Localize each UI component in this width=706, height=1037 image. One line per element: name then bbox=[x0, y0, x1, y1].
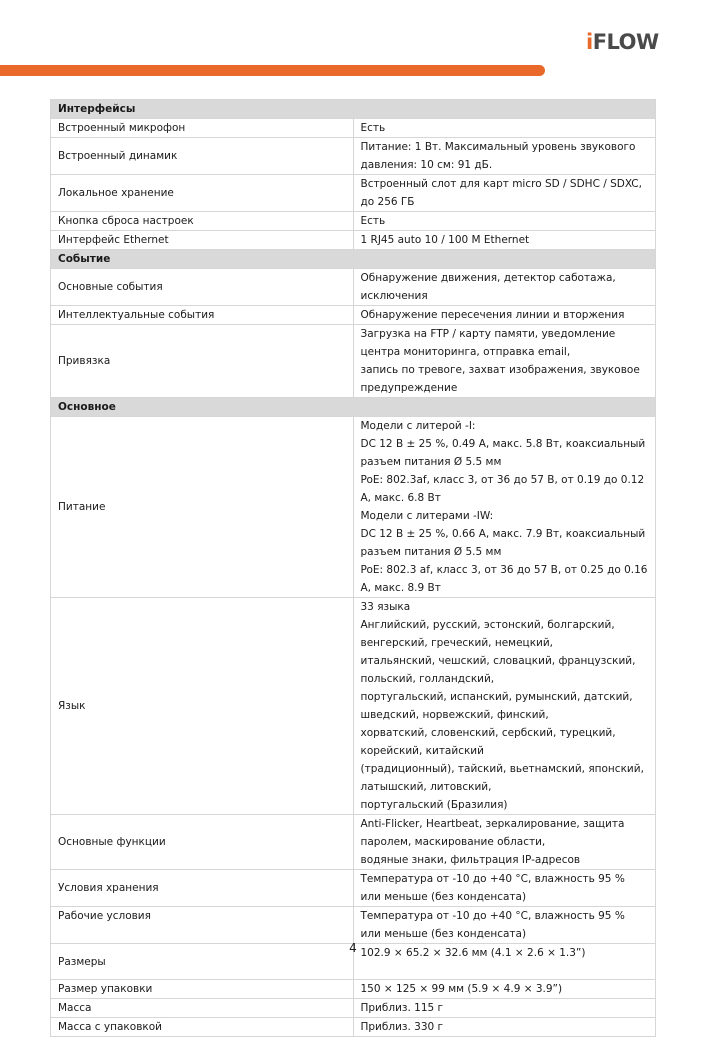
table-row bbox=[51, 870, 656, 907]
row-value: Температура от -10 до +40 °C, влажность 95 % или меньше (без конденсата) bbox=[353, 870, 656, 907]
row-label: Масса bbox=[51, 999, 354, 1018]
row-value bbox=[353, 598, 656, 815]
row-value: Есть bbox=[353, 212, 656, 231]
row-value: Обнаружение пересечения линии и вторжения bbox=[353, 306, 656, 325]
row-value: Приблиз. 330 г bbox=[353, 1018, 656, 1037]
value-line: португальский, испанский, румынский, датский, шведский, норвежский, финский, bbox=[360, 691, 633, 721]
table-row bbox=[51, 119, 656, 138]
value-line: DC 12 В ± 25 %, 0.66 А, макс. 7.9 Вт, коаксиальный разъем питания Ø 5.5 мм bbox=[360, 528, 646, 558]
row-label: Размер упаковки bbox=[51, 980, 354, 999]
row-label: Язык bbox=[51, 598, 354, 815]
table-row bbox=[51, 212, 656, 231]
section-header-row bbox=[51, 100, 656, 119]
page-number: 4 bbox=[349, 941, 357, 955]
value-line: (традиционный), тайский, вьетнамский, японский, латышский, литовский, bbox=[360, 763, 644, 793]
value-line: хорватский, словенский, сербский, турецкий, корейский, китайский bbox=[360, 727, 616, 757]
table-row bbox=[51, 999, 656, 1018]
row-value: Приблиз. 115 г bbox=[353, 999, 656, 1018]
row-label: Условия хранения bbox=[51, 870, 354, 907]
table-row bbox=[51, 907, 656, 944]
value-line: DC 12 В ± 25 %, 0.49 А, макс. 5.8 Вт, коаксиальный разъем питания Ø 5.5 мм bbox=[360, 438, 646, 468]
row-label: Основные функции bbox=[51, 815, 354, 870]
value-line: Модели с литерами -IW: bbox=[360, 510, 494, 522]
row-label: Локальное хранение bbox=[51, 175, 354, 212]
table-row bbox=[51, 980, 656, 999]
value-line: 33 языка bbox=[360, 601, 411, 613]
row-value: Температура от -10 до +40 °C, влажность 95 % или меньше (без конденсата) bbox=[353, 907, 656, 944]
row-label: Интеллектуальные события bbox=[51, 306, 354, 325]
row-label: Питание bbox=[51, 417, 354, 598]
table-row bbox=[51, 306, 656, 325]
value-line: Загрузка на FTP / карту памяти, уведомление центра мониторинга, отправка email, bbox=[360, 328, 616, 358]
row-label: Встроенный динамик bbox=[51, 138, 354, 175]
row-value bbox=[353, 417, 656, 598]
value-line: португальский (Бразилия) bbox=[360, 799, 508, 811]
row-value: 1 RJ45 auto 10 / 100 M Ethernet bbox=[353, 231, 656, 250]
value-line: итальянский, чешский, словацкий, французский, польский, голландский, bbox=[360, 655, 636, 685]
section-header-row bbox=[51, 250, 656, 269]
row-value: 102.9 × 65.2 × 32.6 мм (4.1 × 2.6 × 1.3”) bbox=[353, 944, 656, 980]
logo-text bbox=[586, 31, 659, 53]
table-row bbox=[51, 175, 656, 212]
row-value: Питание: 1 Вт. Максимальный уровень звукового давления: 10 см: 91 дБ. bbox=[353, 138, 656, 175]
table-row bbox=[51, 417, 656, 598]
row-label: Масса с упаковкой bbox=[51, 1018, 354, 1037]
row-label: Размеры bbox=[51, 944, 354, 980]
row-label: Кнопка сброса настроек bbox=[51, 212, 354, 231]
logo-flow-text: FLOW bbox=[592, 30, 659, 54]
row-label: Интерфейс Ethernet bbox=[51, 231, 354, 250]
table-row bbox=[51, 598, 656, 815]
table-row bbox=[51, 138, 656, 175]
value-line: Anti-Flicker, Heartbeat, зеркалирование, защита паролем, маскирование области, bbox=[360, 818, 625, 848]
table-row bbox=[51, 815, 656, 870]
row-value bbox=[353, 815, 656, 870]
row-label: Привязка bbox=[51, 325, 354, 398]
row-value: Обнаружение движения, детектор саботажа, исключения bbox=[353, 269, 656, 306]
table-row bbox=[51, 231, 656, 250]
value-line: PoE: 802.3af, класс 3, от 36 до 57 В, от 0.19 до 0.12 А, макс. 6.8 Вт bbox=[360, 474, 645, 504]
specifications-table bbox=[50, 99, 656, 1037]
value-line: запись по тревоге, захват изображения, звуковое предупреждение bbox=[360, 364, 640, 394]
section-title: Интерфейсы bbox=[51, 100, 656, 119]
value-line: PoE: 802.3 af, класс 3, от 36 до 57 В, от 0.25 до 0.16 А, макс. 8.9 Вт bbox=[360, 564, 648, 594]
row-value: Есть bbox=[353, 119, 656, 138]
flow-logo bbox=[586, 31, 672, 53]
section-title: Основное bbox=[51, 398, 656, 417]
header-accent-bar bbox=[0, 65, 545, 76]
section-title: Событие bbox=[51, 250, 656, 269]
section-header-row bbox=[51, 398, 656, 417]
value-line: водяные знаки, фильтрация IP-адресов bbox=[360, 854, 581, 866]
table-row bbox=[51, 325, 656, 398]
row-label: Встроенный микрофон bbox=[51, 119, 354, 138]
table-row bbox=[51, 1018, 656, 1037]
row-label: Основные события bbox=[51, 269, 354, 306]
row-value: 150 × 125 × 99 мм (5.9 × 4.9 × 3.9”) bbox=[353, 980, 656, 999]
row-value bbox=[353, 325, 656, 398]
value-line: Модели с литерой -I: bbox=[360, 420, 476, 432]
value-line: Английский, русский, эстонский, болгарский, венгерский, греческий, немецкий, bbox=[360, 619, 615, 649]
row-label: Рабочие условия bbox=[51, 907, 354, 944]
logo-i-letter: i bbox=[586, 30, 593, 54]
row-value: Встроенный слот для карт micro SD / SDHC / SDXC, до 256 ГБ bbox=[353, 175, 656, 212]
table-row bbox=[51, 269, 656, 306]
